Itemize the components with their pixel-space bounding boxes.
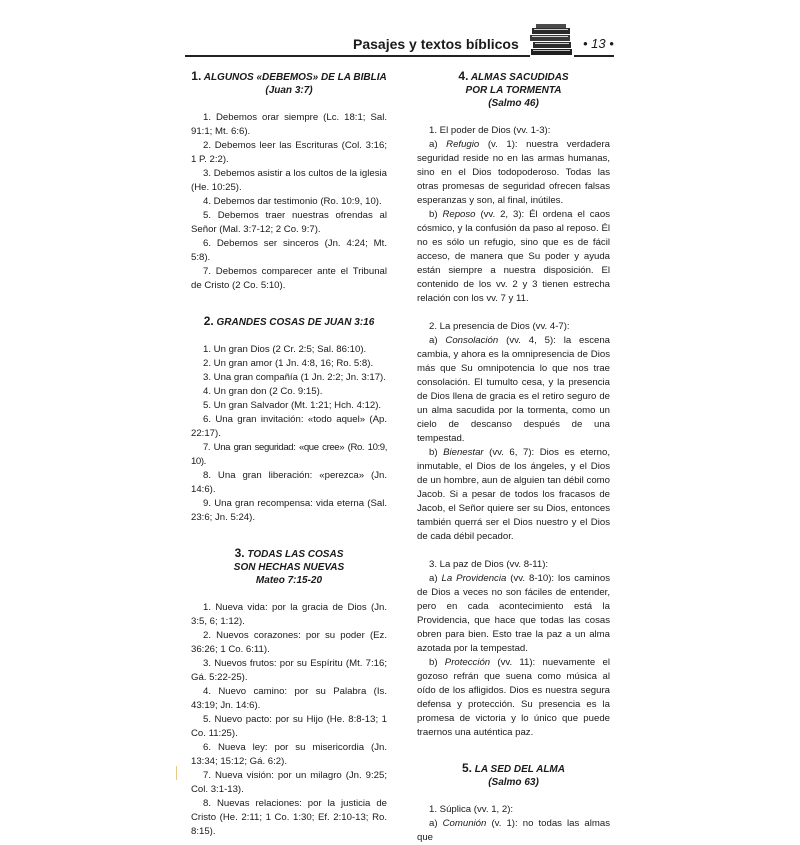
paragraph: a) Consolación (vv. 4, 5): la escena cambia, y ahora es la omnipresencia de Dios más que Su omnipotencia lo que nos trae consolación. El tumulto cesa, y la presencia de Dios llena de gracia es el retiro seguro de un alma sacudida por la tormenta, como un cielo de descanso después de una tempestad.	[417, 335, 610, 444]
paragraph: b) Reposo (vv. 2, 3): Él ordena el caos cósmico, y la confusión da paso al reposo. Él no es sólo un refugio, sino que es de fácil acceso, de manera que Su poder y ayuda están siempre a nuestra disposición. El contenido de los vv. 2 y 3 tienen estrecha relación con los vv. 7 y 11.	[417, 209, 610, 304]
list-item: 4. Debemos dar testimonio (Ro. 10:9, 10).	[203, 196, 382, 207]
paragraph: 1. El poder de Dios (vv. 1-3):	[429, 125, 551, 136]
list-item: 3. Una gran compañía (1 Jn. 2:2; Jn. 3:17).	[203, 372, 386, 383]
paragraph: b) Protección (vv. 11): nuevamente el gozoso refrán que suena como música al oído de los afligidos. Dios es nuestra segura defensa y protección. Su presencia es la promesa de victoria y lo único que puede traernos una auténtica paz.	[417, 657, 610, 738]
list-item: 5. Un gran Salvador (Mt. 1:21; Hch. 4:12).	[203, 400, 382, 411]
section-title: 4. ALMAS SACUDIDAS	[458, 69, 569, 83]
paragraph: a) La Providencia (vv. 8-10): los caminos de Dios a veces no son fáciles de entender, pero en cada acontecimiento está la Providencia, que hace que todas las cosas obren para bien. Esto trae la paz a un alma azotada por la tempestad.	[417, 573, 610, 654]
paragraph: b) Bienestar (vv. 6, 7): Dios es eterno, inmutable, el Dios de los ángeles, y el Dios de un hombre, aun de alguien tan débil como Jacob. Si a pesar de todos los fracasos de Jacob, el Señor quiere ser su Dios, entonces también querrá ser el Dios nuestro y el Dios de cada débil pecador.	[417, 447, 610, 542]
section-reference: (Salmo 46)	[488, 98, 539, 109]
list-item: 5. Nuevo pacto: por su Hijo (He. 8:8-13; 1 Co. 11:25).	[191, 714, 387, 739]
right-column	[417, 70, 610, 845]
margin-mark	[176, 766, 177, 780]
paragraph: a) Refugio (v. 1): nuestra verdadera seguridad reside no en las armas humanas, sino en el Dios todopoderoso. Todas las otras promesas de seguridad ofrecen falsas esperanzas y son, al final, inútiles.	[417, 139, 610, 206]
running-title: Pasajes y textos bíblicos	[353, 36, 519, 52]
list-item: 2. Un gran amor (1 Jn. 4:8, 16; Ro. 5:8).	[203, 358, 374, 369]
section-reference: (Salmo 63)	[488, 777, 539, 788]
paragraph: 1. Súplica (vv. 1, 2):	[429, 804, 514, 815]
paragraph: 2. La presencia de Dios (vv. 4-7):	[429, 321, 570, 332]
section-3	[191, 547, 387, 839]
list-item: 7. Nueva visión: por un milagro (Jn. 9:25; Col. 3:1-13).	[191, 770, 387, 795]
paragraph: a) Comunión (v. 1): no todas las almas que	[417, 818, 610, 843]
section-4	[417, 70, 610, 740]
section-reference: (Juan 3:7)	[265, 85, 313, 96]
header-rule	[185, 55, 530, 57]
section-title-line2: SON HECHAS NUEVAS	[233, 562, 345, 573]
list-item: 7. Una gran seguridad: «que cree» (Ro. 10:9, 10).	[191, 442, 387, 467]
list-item: 6. Debemos ser sinceros (Jn. 4:24; Mt. 5:8).	[191, 238, 387, 263]
section-title: 5. LA SED DEL ALMA	[462, 761, 565, 775]
list-item: 1. Nueva vida: por la gracia de Dios (Jn. 3:5, 6; 1:12).	[191, 602, 387, 627]
section-5	[417, 762, 610, 845]
paragraph: 3. La paz de Dios (vv. 8-11):	[429, 559, 549, 570]
list-item: 4. Nuevo camino: por su Palabra (Is. 43:19; Jn. 14:6).	[191, 686, 387, 711]
section-title: 1. ALGUNOS «DEBEMOS» DE LA BIBLIA	[191, 69, 387, 83]
left-column	[191, 70, 387, 839]
section-2	[191, 315, 387, 525]
section-title: 2. GRANDES COSAS DE JUAN 3:16	[203, 314, 375, 328]
list-item: 9. Una gran recompensa: vida eterna (Sal. 23:6; Jn. 5:24).	[191, 498, 387, 523]
section-title: 3. TODAS LAS COSAS	[234, 546, 344, 560]
list-item: 6. Nueva ley: por su misericordia (Jn. 13:34; 15:12; Gá. 6:2).	[191, 742, 387, 767]
section-title-line2: POR LA TORMENTA	[465, 85, 562, 96]
header-rule-right	[574, 55, 614, 57]
list-item: 1. Debemos orar siempre (Lc. 18:1; Sal. 91:1; Mt. 6:6).	[191, 112, 387, 137]
list-item: 4. Un gran don (2 Co. 9:15).	[203, 386, 323, 397]
list-item: 2. Debemos leer las Escrituras (Col. 3:16; 1 P. 2:2).	[191, 140, 387, 165]
list-item: 5. Debemos traer nuestras ofrendas al Señor (Mal. 3:7-12; 2 Co. 9:7).	[191, 210, 387, 235]
books-icon	[530, 24, 574, 58]
list-item: 2. Nuevos corazones: por su poder (Ez. 36:26; 1 Co. 6:11).	[191, 630, 387, 655]
section-reference: Mateo 7:15-20	[255, 575, 323, 586]
list-item: 7. Debemos comparecer ante el Tribunal de Cristo (2 Co. 5:10).	[191, 266, 387, 291]
list-item: 3. Debemos asistir a los cultos de la iglesia (He. 10:25).	[191, 168, 387, 193]
page-number: • 13 •	[583, 36, 614, 51]
list-item: 3. Nuevos frutos: por su Espíritu (Mt. 7:16; Gá. 5:22-25).	[191, 658, 387, 683]
list-item: 8. Nuevas relaciones: por la justicia de Cristo (He. 2:11; 1 Co. 1:30; Ef. 2:10-13; Ro. 8:15).	[191, 798, 387, 837]
page-header	[185, 30, 615, 60]
section-1	[191, 70, 387, 293]
list-item: 1. Un gran Dios (2 Cr. 2:5; Sal. 86:10).	[203, 344, 367, 355]
list-item: 6. Una gran invitación: «todo aquel» (Ap. 22:17).	[191, 414, 387, 439]
list-item: 8. Una gran liberación: «perezca» (Jn. 14:6).	[191, 470, 387, 495]
